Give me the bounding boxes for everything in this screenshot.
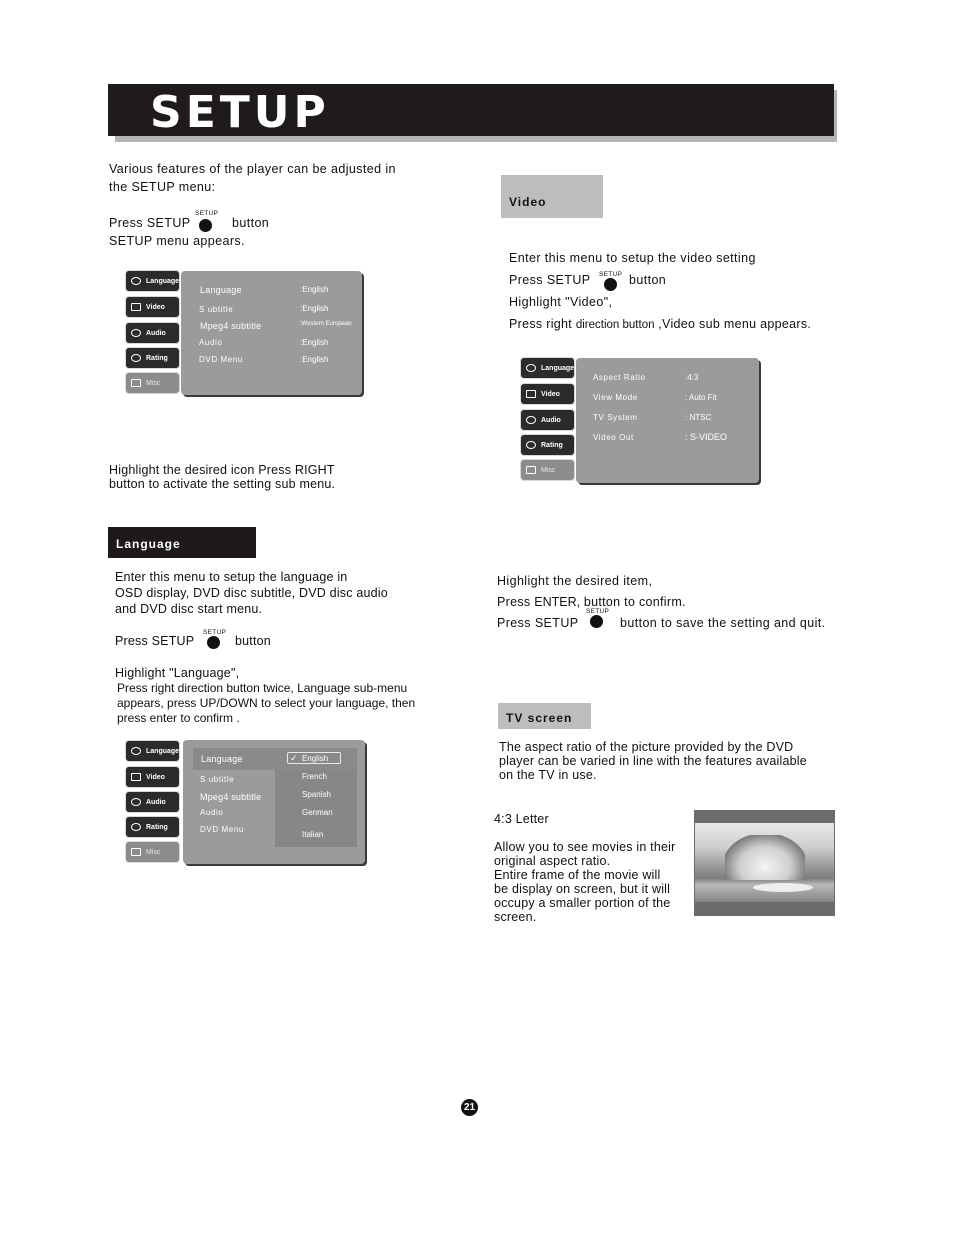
menu1-row-label: S ubtitle	[199, 305, 234, 314]
menu3-row-value: :4:3	[685, 373, 699, 382]
page-number: 21	[461, 1099, 478, 1116]
tv-desc-1: Allow you to see movies in their	[494, 840, 676, 854]
setup-button-label: SETUP	[203, 629, 227, 636]
tab-video: Video	[125, 296, 180, 318]
film-icon	[131, 303, 141, 311]
menu1-row-label: DVD Menu	[199, 355, 243, 364]
intro-highlight-1: Highlight the desired icon Press RIGHT	[109, 463, 335, 477]
tv-desc-3: Entire frame of the movie will	[494, 868, 661, 882]
language-option: Spanish	[302, 790, 331, 799]
menu2-row-label: Mpeg4 subtitle	[200, 792, 262, 802]
language-line-3: and DVD disc start menu.	[115, 602, 263, 616]
menu1-row-value: :English	[300, 285, 329, 294]
tab-rating: Rating	[125, 347, 180, 369]
menu1-row-label: Mpeg4 subtitle	[200, 321, 262, 331]
tab-misc: Misc	[520, 459, 575, 481]
video-button-word: button	[629, 273, 667, 287]
lock-icon	[131, 823, 141, 831]
tv-screen-heading: TV screen	[498, 703, 591, 729]
language-option: English	[302, 754, 329, 763]
menu2-row-label: Audio	[200, 808, 224, 817]
language-body-3: press enter to confirm .	[117, 711, 240, 725]
language-option: Italian	[302, 830, 324, 839]
confirm-enter-line: Press ENTER, button to confirm.	[497, 595, 686, 609]
tab-audio: Audio	[125, 322, 180, 344]
tv-line-3: on the TV in use.	[499, 768, 597, 782]
setup-button-icon	[604, 278, 617, 291]
setup-button-icon	[207, 636, 220, 649]
speaker-icon	[131, 798, 141, 806]
menu2-row-label: Language	[201, 754, 243, 764]
confirm-save-quit: button to save the setting and quit.	[620, 616, 826, 630]
tab-misc: Misc	[125, 841, 180, 863]
intro-line-2: the SETUP menu:	[109, 180, 216, 194]
menu1-row-value: :English	[300, 338, 329, 347]
setup-menu-screenshot-2	[125, 740, 368, 868]
tab-video: Video	[125, 766, 180, 788]
confirm-line-1: Highlight the desired item,	[497, 574, 653, 588]
language-option: Genman	[302, 808, 333, 817]
intro-button-word: button	[232, 216, 270, 230]
lock-icon	[131, 354, 141, 362]
tab-rating: Rating	[520, 434, 575, 456]
tv-desc-6: screen.	[494, 910, 537, 924]
speaker-icon	[526, 416, 536, 424]
video-press-setup: Press SETUP	[509, 273, 591, 287]
menu1-row-label: Audio	[199, 338, 223, 347]
confirm-press-setup: Press SETUP	[497, 616, 579, 630]
video-heading: Video	[501, 175, 603, 218]
ice-floe-shape	[753, 883, 813, 892]
menu3-row-label: Video Out	[593, 433, 634, 442]
intro-highlight-2: button to activate the setting sub menu.	[109, 477, 336, 491]
tab-audio: Audio	[125, 791, 180, 813]
setup-button-icon	[199, 219, 212, 232]
iceberg-image	[695, 823, 834, 902]
language-highlight: Highlight "Language",	[115, 666, 240, 680]
menu1-row-value: :Western European	[300, 321, 352, 327]
tab-audio: Audio	[520, 409, 575, 431]
menu1-row-value: :English	[300, 355, 329, 364]
keyboard-icon	[526, 466, 536, 474]
language-button-word: button	[235, 634, 271, 648]
language-body-1: Press right direction button twice, Language sub-menu	[117, 681, 408, 695]
check-icon: ✓	[290, 753, 298, 763]
tv-subhead: 4:3 Letter	[494, 812, 549, 826]
tv-line-2: player can be varied in line with the features available	[499, 754, 807, 768]
keyboard-icon	[131, 848, 141, 856]
tab-misc: Misc	[125, 372, 180, 394]
tab-video: Video	[520, 383, 575, 405]
menu2-row-label: S ubtitle	[200, 775, 235, 784]
speaker-icon	[131, 329, 141, 337]
tab-rating: Rating	[125, 816, 180, 838]
video-press-right: Press right direction button ,Video sub menu appears.	[509, 317, 812, 331]
menu1-row-value: :English	[300, 304, 329, 313]
video-line-1: Enter this menu to setup the video setting	[509, 251, 756, 265]
menu3-row-value: : Auto Fit	[685, 393, 717, 402]
intro-press-setup: Press SETUP	[109, 216, 191, 230]
setup-button-icon	[590, 615, 603, 628]
menu3-row-label: View Mode	[593, 393, 638, 402]
menu3-row-label: Aspect Ratio	[593, 373, 646, 382]
menu3-row-label: TV System	[593, 413, 638, 422]
language-line-2: OSD display, DVD disc subtitle, DVD disc audio	[115, 586, 388, 600]
tab-language: Language	[125, 270, 180, 292]
tv-desc-2: original aspect ratio.	[494, 854, 611, 868]
iceberg-shape	[725, 835, 805, 880]
video-highlight: Highlight "Video",	[509, 295, 613, 309]
intro-menu-appears: SETUP menu appears.	[109, 234, 245, 248]
film-icon	[526, 390, 536, 398]
language-option: French	[302, 772, 327, 781]
setup-button-label: SETUP	[599, 271, 623, 278]
tv-desc-5: occupy a smaller portion of the	[494, 896, 671, 910]
setup-menu-screenshot-1	[125, 270, 365, 398]
menu3-row-value: : S-VIDEO	[685, 432, 728, 442]
language-heading: Language	[108, 527, 256, 558]
tab-language: Language	[520, 357, 575, 379]
lock-icon	[526, 441, 536, 449]
tab-language: Language	[125, 740, 180, 762]
eye-icon	[131, 747, 141, 755]
menu1-row-label: Language	[200, 285, 242, 295]
language-press-setup: Press SETUP	[115, 634, 195, 648]
tv-line-1: The aspect ratio of the picture provided by the DVD	[499, 740, 794, 754]
eye-icon	[526, 364, 536, 372]
film-icon	[131, 773, 141, 781]
eye-icon	[131, 277, 141, 285]
intro-line-1: Various features of the player can be adjusted in	[109, 162, 396, 176]
language-body-2: appears, press UP/DOWN to select your language, then	[117, 696, 416, 710]
tv-desc-4: be display on screen, but it will	[494, 882, 671, 896]
setup-button-label: SETUP	[195, 210, 219, 217]
language-line-1: Enter this menu to setup the language in	[115, 570, 348, 584]
page-title: SETUP	[150, 87, 330, 138]
menu3-row-value: : NTSC	[685, 413, 712, 422]
setup-button-label: SETUP	[586, 608, 610, 615]
setup-menu-screenshot-3	[520, 356, 763, 486]
keyboard-icon	[131, 379, 141, 387]
menu2-row-label: DVD Menu	[200, 825, 244, 834]
